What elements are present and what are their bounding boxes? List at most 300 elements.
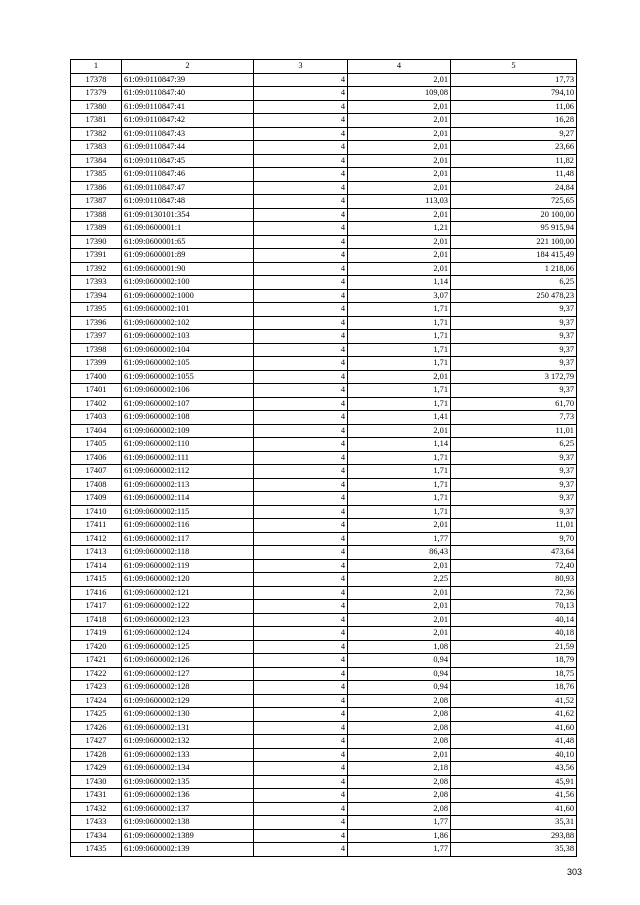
value-cell: 1,71 (348, 316, 451, 330)
cadastral-number-cell: 61:09:0600002:127 (122, 667, 254, 681)
row-number-cell: 17425 (71, 708, 122, 722)
row-number-cell: 17398 (71, 343, 122, 357)
cadastral-number-cell: 61:09:0600002:103 (122, 330, 254, 344)
cadastral-number-cell: 61:09:0600001:1 (122, 222, 254, 236)
table-row (71, 735, 577, 749)
category-cell: 4 (254, 87, 348, 101)
table-row (71, 721, 577, 735)
table-row (71, 802, 577, 816)
table-row (71, 708, 577, 722)
table-row (71, 600, 577, 614)
cadastral-number-cell: 61:09:0110847:48 (122, 195, 254, 209)
row-number-cell: 17395 (71, 303, 122, 317)
cadastral-number-cell: 61:09:0600002:1055 (122, 370, 254, 384)
cadastral-number-cell: 61:09:0600002:128 (122, 681, 254, 695)
amount-cell: 17,73 (451, 73, 577, 87)
row-number-cell: 17380 (71, 100, 122, 114)
amount-cell: 40,18 (451, 627, 577, 641)
table-row (71, 532, 577, 546)
table-row (71, 87, 577, 101)
row-number-cell: 17386 (71, 181, 122, 195)
value-cell: 2,08 (348, 802, 451, 816)
value-cell: 2,01 (348, 208, 451, 222)
value-cell: 3,07 (348, 289, 451, 303)
category-cell: 4 (254, 289, 348, 303)
value-cell: 1,77 (348, 816, 451, 830)
cadastral-number-cell: 61:09:0600002:130 (122, 708, 254, 722)
value-cell: 1,71 (348, 478, 451, 492)
value-cell: 2,01 (348, 627, 451, 641)
value-cell: 109,08 (348, 87, 451, 101)
cadastral-number-cell: 61:09:0600002:106 (122, 384, 254, 398)
table-row (71, 289, 577, 303)
value-cell: 2,01 (348, 424, 451, 438)
amount-cell: 6,25 (451, 438, 577, 452)
amount-cell: 725,65 (451, 195, 577, 209)
category-cell: 4 (254, 316, 348, 330)
header-cell-col3: 3 (254, 60, 348, 74)
value-cell: 2,01 (348, 127, 451, 141)
amount-cell: 3 172,79 (451, 370, 577, 384)
amount-cell: 80,93 (451, 573, 577, 587)
table-row (71, 276, 577, 290)
cadastral-number-cell: 61:09:0600001:90 (122, 262, 254, 276)
cadastral-number-cell: 61:09:0600002:118 (122, 546, 254, 560)
category-cell: 4 (254, 505, 348, 519)
category-cell: 4 (254, 559, 348, 573)
value-cell: 2,08 (348, 735, 451, 749)
row-number-cell: 17431 (71, 789, 122, 803)
data-table (70, 59, 577, 857)
category-cell: 4 (254, 748, 348, 762)
row-number-cell: 17424 (71, 694, 122, 708)
category-cell: 4 (254, 600, 348, 614)
table-body (71, 73, 577, 856)
category-cell: 4 (254, 262, 348, 276)
row-number-cell: 17393 (71, 276, 122, 290)
value-cell: 2,01 (348, 748, 451, 762)
cadastral-number-cell: 61:09:0600001:65 (122, 235, 254, 249)
row-number-cell: 17402 (71, 397, 122, 411)
value-cell: 1,41 (348, 411, 451, 425)
category-cell: 4 (254, 127, 348, 141)
table-row (71, 208, 577, 222)
value-cell: 2,01 (348, 168, 451, 182)
table-row (71, 478, 577, 492)
row-number-cell: 17409 (71, 492, 122, 506)
table-row (71, 762, 577, 776)
value-cell: 1,71 (348, 397, 451, 411)
amount-cell: 1 218,06 (451, 262, 577, 276)
row-number-cell: 17379 (71, 87, 122, 101)
cadastral-number-cell: 61:09:0600002:131 (122, 721, 254, 735)
amount-cell: 250 478,23 (451, 289, 577, 303)
amount-cell: 794,10 (451, 87, 577, 101)
row-number-cell: 17432 (71, 802, 122, 816)
table-row (71, 100, 577, 114)
category-cell: 4 (254, 478, 348, 492)
category-cell: 4 (254, 519, 348, 533)
table-row (71, 694, 577, 708)
value-cell: 2,18 (348, 762, 451, 776)
row-number-cell: 17427 (71, 735, 122, 749)
value-cell: 2,01 (348, 181, 451, 195)
value-cell: 1,71 (348, 343, 451, 357)
category-cell: 4 (254, 384, 348, 398)
row-number-cell: 17423 (71, 681, 122, 695)
amount-cell: 9,37 (451, 316, 577, 330)
category-cell: 4 (254, 613, 348, 627)
category-cell: 4 (254, 424, 348, 438)
row-number-cell: 17410 (71, 505, 122, 519)
cadastral-number-cell: 61:09:0110847:44 (122, 141, 254, 155)
category-cell: 4 (254, 573, 348, 587)
category-cell: 4 (254, 249, 348, 263)
header-row (71, 60, 577, 74)
cadastral-number-cell: 61:09:0110847:46 (122, 168, 254, 182)
amount-cell: 95 915,94 (451, 222, 577, 236)
cadastral-number-cell: 61:09:0600002:108 (122, 411, 254, 425)
value-cell: 2,01 (348, 235, 451, 249)
cadastral-number-cell: 61:09:0600002:117 (122, 532, 254, 546)
row-number-cell: 17428 (71, 748, 122, 762)
table-row (71, 640, 577, 654)
amount-cell: 21,59 (451, 640, 577, 654)
cadastral-number-cell: 61:09:0600002:110 (122, 438, 254, 452)
row-number-cell: 17381 (71, 114, 122, 128)
category-cell: 4 (254, 694, 348, 708)
amount-cell: 18,75 (451, 667, 577, 681)
cadastral-number-cell: 61:09:0600002:114 (122, 492, 254, 506)
row-number-cell: 17387 (71, 195, 122, 209)
cadastral-number-cell: 61:09:0600002:1000 (122, 289, 254, 303)
value-cell: 2,01 (348, 114, 451, 128)
table-row (71, 262, 577, 276)
table-row (71, 357, 577, 371)
amount-cell: 9,37 (451, 451, 577, 465)
amount-cell: 11,01 (451, 424, 577, 438)
table-row (71, 424, 577, 438)
amount-cell: 7,73 (451, 411, 577, 425)
row-number-cell: 17383 (71, 141, 122, 155)
category-cell: 4 (254, 168, 348, 182)
cadastral-number-cell: 61:09:0110847:43 (122, 127, 254, 141)
amount-cell: 473,64 (451, 546, 577, 560)
row-number-cell: 17391 (71, 249, 122, 263)
cadastral-number-cell: 61:09:0600002:125 (122, 640, 254, 654)
value-cell: 2,01 (348, 519, 451, 533)
value-cell: 0,94 (348, 681, 451, 695)
amount-cell: 11,48 (451, 168, 577, 182)
value-cell: 2,01 (348, 154, 451, 168)
amount-cell: 61,70 (451, 397, 577, 411)
table-row (71, 546, 577, 560)
table-row (71, 748, 577, 762)
category-cell: 4 (254, 627, 348, 641)
value-cell: 1,71 (348, 492, 451, 506)
row-number-cell: 17421 (71, 654, 122, 668)
row-number-cell: 17397 (71, 330, 122, 344)
amount-cell: 41,60 (451, 802, 577, 816)
category-cell: 4 (254, 114, 348, 128)
amount-cell: 41,62 (451, 708, 577, 722)
value-cell: 1,71 (348, 330, 451, 344)
category-cell: 4 (254, 721, 348, 735)
amount-cell: 9,37 (451, 478, 577, 492)
value-cell: 2,01 (348, 370, 451, 384)
value-cell: 0,94 (348, 654, 451, 668)
category-cell: 4 (254, 667, 348, 681)
value-cell: 113,03 (348, 195, 451, 209)
category-cell: 4 (254, 451, 348, 465)
row-number-cell: 17412 (71, 532, 122, 546)
table-row (71, 330, 577, 344)
row-number-cell: 17415 (71, 573, 122, 587)
amount-cell: 9,37 (451, 330, 577, 344)
value-cell: 2,08 (348, 721, 451, 735)
cadastral-number-cell: 61:09:0600002:113 (122, 478, 254, 492)
table-row (71, 681, 577, 695)
cadastral-number-cell: 61:09:0130101:354 (122, 208, 254, 222)
value-cell: 2,08 (348, 789, 451, 803)
row-number-cell: 17420 (71, 640, 122, 654)
row-number-cell: 17433 (71, 816, 122, 830)
header-cell-col4: 4 (348, 60, 451, 74)
value-cell: 1,71 (348, 357, 451, 371)
table-row (71, 303, 577, 317)
amount-cell: 40,10 (451, 748, 577, 762)
amount-cell: 70,13 (451, 600, 577, 614)
table-row (71, 586, 577, 600)
row-number-cell: 17417 (71, 600, 122, 614)
cadastral-number-cell: 61:09:0110847:40 (122, 87, 254, 101)
row-number-cell: 17434 (71, 829, 122, 843)
category-cell: 4 (254, 370, 348, 384)
header-cell-col2: 2 (122, 60, 254, 74)
row-number-cell: 17396 (71, 316, 122, 330)
row-number-cell: 17390 (71, 235, 122, 249)
row-number-cell: 17408 (71, 478, 122, 492)
row-number-cell: 17382 (71, 127, 122, 141)
value-cell: 1,14 (348, 438, 451, 452)
amount-cell: 9,37 (451, 505, 577, 519)
row-number-cell: 17405 (71, 438, 122, 452)
amount-cell: 43,56 (451, 762, 577, 776)
value-cell: 1,08 (348, 640, 451, 654)
row-number-cell: 17404 (71, 424, 122, 438)
table-row (71, 775, 577, 789)
table-row (71, 559, 577, 573)
category-cell: 4 (254, 829, 348, 843)
page-number: 303 (567, 867, 583, 877)
amount-cell: 41,56 (451, 789, 577, 803)
row-number-cell: 17430 (71, 775, 122, 789)
cadastral-number-cell: 61:09:0600002:124 (122, 627, 254, 641)
cadastral-number-cell: 61:09:0110847:47 (122, 181, 254, 195)
table-row (71, 667, 577, 681)
cadastral-number-cell: 61:09:0600002:105 (122, 357, 254, 371)
table-row (71, 168, 577, 182)
category-cell: 4 (254, 681, 348, 695)
cadastral-number-cell: 61:09:0600002:121 (122, 586, 254, 600)
row-number-cell: 17414 (71, 559, 122, 573)
cadastral-number-cell: 61:09:0600002:100 (122, 276, 254, 290)
table-row (71, 505, 577, 519)
table-row (71, 316, 577, 330)
value-cell: 2,08 (348, 708, 451, 722)
amount-cell: 9,37 (451, 357, 577, 371)
table-row (71, 249, 577, 263)
amount-cell: 184 415,49 (451, 249, 577, 263)
row-number-cell: 17422 (71, 667, 122, 681)
table-row (71, 465, 577, 479)
category-cell: 4 (254, 640, 348, 654)
amount-cell: 40,14 (451, 613, 577, 627)
category-cell: 4 (254, 73, 348, 87)
value-cell: 1,86 (348, 829, 451, 843)
table-row (71, 154, 577, 168)
amount-cell: 45,91 (451, 775, 577, 789)
table-row (71, 73, 577, 87)
cadastral-number-cell: 61:09:0600002:126 (122, 654, 254, 668)
category-cell: 4 (254, 802, 348, 816)
amount-cell: 221 100,00 (451, 235, 577, 249)
category-cell: 4 (254, 208, 348, 222)
amount-cell: 11,06 (451, 100, 577, 114)
value-cell: 0,94 (348, 667, 451, 681)
row-number-cell: 17407 (71, 465, 122, 479)
cadastral-number-cell: 61:09:0600002:132 (122, 735, 254, 749)
cadastral-number-cell: 61:09:0600002:115 (122, 505, 254, 519)
category-cell: 4 (254, 438, 348, 452)
cadastral-number-cell: 61:09:0600002:120 (122, 573, 254, 587)
amount-cell: 18,79 (451, 654, 577, 668)
category-cell: 4 (254, 775, 348, 789)
amount-cell: 9,37 (451, 303, 577, 317)
value-cell: 1,71 (348, 505, 451, 519)
row-number-cell: 17429 (71, 762, 122, 776)
value-cell: 1,77 (348, 532, 451, 546)
cadastral-number-cell: 61:09:0600002:134 (122, 762, 254, 776)
row-number-cell: 17411 (71, 519, 122, 533)
cadastral-number-cell: 61:09:0600002:138 (122, 816, 254, 830)
category-cell: 4 (254, 397, 348, 411)
cadastral-number-cell: 61:09:0600002:139 (122, 843, 254, 857)
value-cell: 2,08 (348, 775, 451, 789)
category-cell: 4 (254, 235, 348, 249)
value-cell: 1,21 (348, 222, 451, 236)
amount-cell: 23,66 (451, 141, 577, 155)
row-number-cell: 17418 (71, 613, 122, 627)
category-cell: 4 (254, 465, 348, 479)
table-row (71, 127, 577, 141)
cadastral-number-cell: 61:09:0110847:45 (122, 154, 254, 168)
row-number-cell: 17419 (71, 627, 122, 641)
category-cell: 4 (254, 343, 348, 357)
value-cell: 2,01 (348, 141, 451, 155)
category-cell: 4 (254, 303, 348, 317)
cadastral-number-cell: 61:09:0600002:122 (122, 600, 254, 614)
category-cell: 4 (254, 222, 348, 236)
category-cell: 4 (254, 141, 348, 155)
cadastral-number-cell: 61:09:0600002:116 (122, 519, 254, 533)
value-cell: 2,01 (348, 249, 451, 263)
category-cell: 4 (254, 181, 348, 195)
amount-cell: 293,88 (451, 829, 577, 843)
cadastral-number-cell: 61:09:0600002:102 (122, 316, 254, 330)
category-cell: 4 (254, 546, 348, 560)
value-cell: 2,01 (348, 613, 451, 627)
amount-cell: 41,52 (451, 694, 577, 708)
amount-cell: 11,01 (451, 519, 577, 533)
row-number-cell: 17385 (71, 168, 122, 182)
row-number-cell: 17406 (71, 451, 122, 465)
value-cell: 2,01 (348, 559, 451, 573)
row-number-cell: 17426 (71, 721, 122, 735)
amount-cell: 9,37 (451, 465, 577, 479)
value-cell: 2,01 (348, 600, 451, 614)
category-cell: 4 (254, 330, 348, 344)
cadastral-number-cell: 61:09:0600002:111 (122, 451, 254, 465)
amount-cell: 18,76 (451, 681, 577, 695)
table-row (71, 492, 577, 506)
table-row (71, 613, 577, 627)
value-cell: 2,08 (348, 694, 451, 708)
cadastral-number-cell: 61:09:0600002:1389 (122, 829, 254, 843)
category-cell: 4 (254, 532, 348, 546)
cadastral-number-cell: 61:09:0600002:137 (122, 802, 254, 816)
cadastral-number-cell: 61:09:0600002:123 (122, 613, 254, 627)
amount-cell: 11,82 (451, 154, 577, 168)
table-row (71, 397, 577, 411)
table-row (71, 195, 577, 209)
table-row (71, 627, 577, 641)
cadastral-number-cell: 61:09:0600002:104 (122, 343, 254, 357)
row-number-cell: 17388 (71, 208, 122, 222)
table-header (71, 60, 577, 74)
table-row (71, 654, 577, 668)
cadastral-number-cell: 61:09:0600002:136 (122, 789, 254, 803)
value-cell: 1,71 (348, 465, 451, 479)
amount-cell: 35,38 (451, 843, 577, 857)
category-cell: 4 (254, 654, 348, 668)
category-cell: 4 (254, 762, 348, 776)
value-cell: 1,77 (348, 843, 451, 857)
table-row (71, 816, 577, 830)
value-cell: 2,01 (348, 100, 451, 114)
row-number-cell: 17378 (71, 73, 122, 87)
value-cell: 1,71 (348, 303, 451, 317)
row-number-cell: 17413 (71, 546, 122, 560)
table-row (71, 451, 577, 465)
amount-cell: 9,27 (451, 127, 577, 141)
table-row (71, 573, 577, 587)
amount-cell: 24,84 (451, 181, 577, 195)
table-row (71, 829, 577, 843)
value-cell: 86,43 (348, 546, 451, 560)
value-cell: 1,71 (348, 451, 451, 465)
row-number-cell: 17394 (71, 289, 122, 303)
cadastral-number-cell: 61:09:0110847:39 (122, 73, 254, 87)
amount-cell: 9,70 (451, 532, 577, 546)
amount-cell: 72,40 (451, 559, 577, 573)
table-row (71, 411, 577, 425)
category-cell: 4 (254, 195, 348, 209)
category-cell: 4 (254, 586, 348, 600)
cadastral-number-cell: 61:09:0600002:101 (122, 303, 254, 317)
row-number-cell: 17389 (71, 222, 122, 236)
amount-cell: 72,36 (451, 586, 577, 600)
